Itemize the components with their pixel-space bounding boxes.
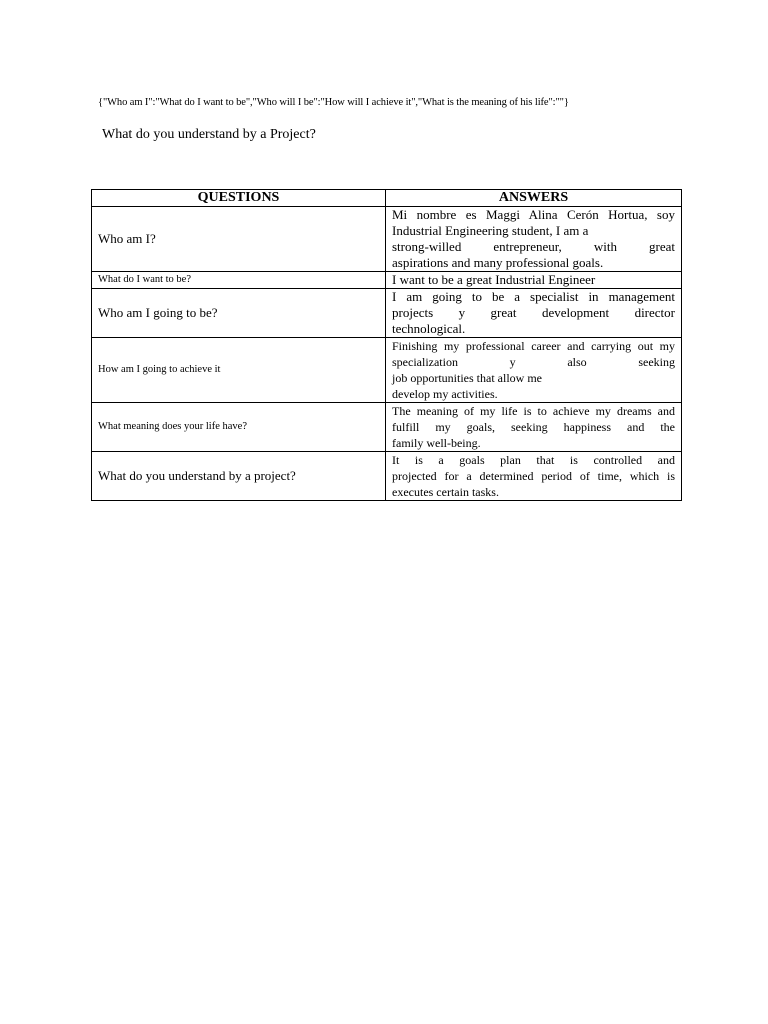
answer-cell xyxy=(386,403,682,452)
answer-line: develop my activities. xyxy=(392,387,498,401)
answer-cell xyxy=(386,272,682,289)
table-row xyxy=(92,207,682,272)
question-cell: What do you understand by a project? xyxy=(92,452,386,501)
table-row xyxy=(92,338,682,403)
answer-line: family well-being. xyxy=(392,436,481,450)
answer-line: projected for a determined period of time, which is xyxy=(392,469,675,483)
answer-cell xyxy=(386,207,682,272)
question-cell: Who am I going to be? xyxy=(92,289,386,338)
document-subtitle: What do you understand by a Project? xyxy=(102,127,316,142)
answer-cell xyxy=(386,289,682,338)
answer-line: The meaning of my life is to achieve my dreams and xyxy=(392,404,675,418)
answer-line: technological. xyxy=(392,321,466,336)
answer-line: Mi nombre es Maggi Alina Cerón Hortua, soy xyxy=(392,207,675,222)
questions-answers-table xyxy=(91,189,682,501)
question-cell: Who am I? xyxy=(92,207,386,272)
answer-cell xyxy=(386,338,682,403)
answer-cell xyxy=(386,452,682,501)
answer-line: aspirations and many professional goals. xyxy=(392,255,604,270)
answer-line: fulfill my goals, seeking happiness and the xyxy=(392,420,675,434)
answer-line: projects y great development director xyxy=(392,305,675,320)
answer-line: Industrial Engineering student, I am a xyxy=(392,223,589,238)
question-cell: How am I going to achieve it xyxy=(92,338,386,403)
answer-line: It is a goals plan that is controlled and xyxy=(392,453,675,467)
table-row xyxy=(92,403,682,452)
answer-line: I want to be a great Industrial Engineer xyxy=(392,272,596,287)
question-cell: What meaning does your life have? xyxy=(92,403,386,452)
answer-line: job opportunities that allow me xyxy=(392,371,542,385)
answer-line: executes certain tasks. xyxy=(392,485,499,499)
questions-column-header: QUESTIONS xyxy=(92,190,386,207)
question-cell: What do I want to be? xyxy=(92,272,386,289)
json-text-line: {"Who am I":"What do I want to be","Who will I be":"How will I achieve it","What is the meaning of his life":""} xyxy=(98,97,569,108)
table-row xyxy=(92,452,682,501)
answer-line: specialization y also seeking xyxy=(392,355,675,369)
table-header-row xyxy=(92,190,682,207)
answer-line: strong-willed entrepreneur, with great xyxy=(392,239,675,254)
table-row xyxy=(92,289,682,338)
answers-column-header: ANSWERS xyxy=(386,190,682,207)
table-row xyxy=(92,272,682,289)
answer-line: I am going to be a specialist in management xyxy=(392,289,675,304)
answer-line: Finishing my professional career and carrying out my xyxy=(392,339,675,353)
